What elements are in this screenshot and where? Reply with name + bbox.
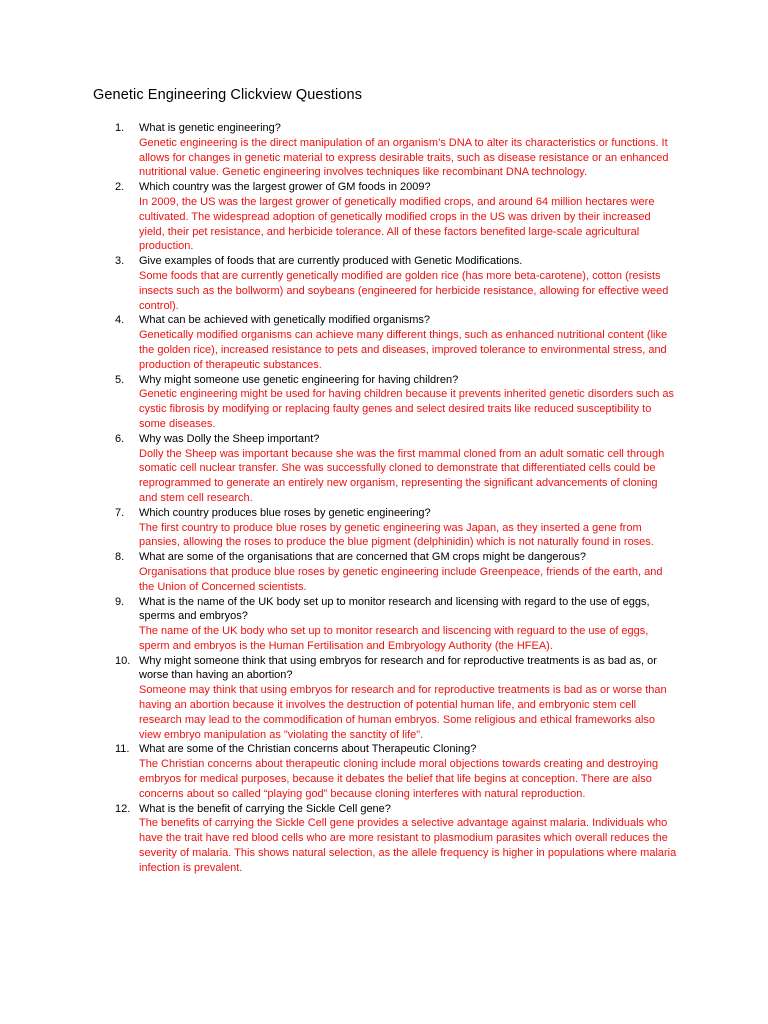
- question-item: [115, 432, 677, 506]
- question-text: Give examples of foods that are currently produced with Genetic Modifications.: [139, 255, 523, 268]
- question-text: What can be achieved with genetically modified organisms?: [139, 314, 431, 327]
- answer-text: Organisations that produce blue roses by genetic engineering include Greenpeace, friends of the earth, and the Union of Concerned scientists.: [139, 565, 663, 593]
- question-number: 2.: [115, 181, 125, 194]
- question-number: 1.: [115, 122, 125, 134]
- question-number: 12.: [115, 802, 131, 815]
- question-item: [115, 313, 677, 372]
- question-item: [115, 506, 677, 550]
- question-text: Which country produces blue roses by genetic engineering?: [139, 506, 431, 519]
- question-text: What is the name of the UK body set up to monitor research and licensing with regard to the use of eggs, sperms and embryos?: [139, 595, 650, 623]
- question-number: 7.: [115, 506, 125, 519]
- question-text: What are some of the organisations that are concerned that GM crops might be dangerous?: [139, 551, 586, 564]
- question-item: [115, 550, 677, 594]
- question-number: 3.: [115, 255, 125, 268]
- question-list: [115, 121, 677, 876]
- answer-text: The first country to produce blue roses by genetic engineering was Japan, as they inserted a gene from pansies, allowing the roses to produce the blue pigment (delphinidin) which is not naturally found in roses.: [139, 521, 654, 549]
- question-item: [115, 180, 677, 254]
- question-item: [115, 595, 677, 654]
- answer-text: The Christian concerns about therapeutic cloning include moral objections towards creating and destroying embryos for medical purposes, because it debates the belief that life begins at conception. There are also concerns about so called “playing god” because cloning interferes with natural reproduction.: [139, 758, 659, 800]
- question-item: [115, 742, 677, 801]
- question-item: [115, 373, 677, 432]
- answer-text: Some foods that are currently genetically modified are golden rice (has more beta-carotene), cotton (resists insects such as the bollworm) and soybeans (engineered for herbicide resistance, allowing for effective weed control).: [139, 269, 669, 312]
- question-text: Why might someone think that using embryos for research and for reproductive treatments is as bad as, or worse than having an abortion?: [139, 654, 657, 682]
- question-text: Which country was the largest grower of GM foods in 2009?: [139, 181, 431, 194]
- question-item: [115, 802, 677, 876]
- question-number: 6.: [115, 432, 125, 445]
- question-text: Why might someone use genetic engineering for having children?: [139, 373, 459, 386]
- answer-text: Genetic engineering is the direct manipulation of an organism’s DNA to alter its characteristics or functions. It allows for changes in genetic material to express desirable traits, such as disease resistance or an enhanced nutritional value. Genetic engineering involves techniques like recombinant DNA technology.: [139, 136, 669, 179]
- question-item: [115, 654, 677, 743]
- document-title: Genetic Engineering Clickview Questions: [93, 87, 363, 103]
- question-number: 10.: [115, 654, 131, 667]
- question-text: Why was Dolly the Sheep important?: [139, 432, 320, 445]
- answer-text: In 2009, the US was the largest grower of genetically modified crops, and around 64 million hectares were cultivated. The widespread adoption of genetically modified crops in the US was driven by their increased yield, their pet resistance, and herbicide tolerance. All of these factors benefited large-scale agricultural production.: [139, 195, 655, 253]
- answer-text: The name of the UK body who set up to monitor research and liscencing with reguard to the use of eggs, sperm and embryos is the Human Fertilisation and Embryology Authority (the HFEA).: [139, 625, 649, 652]
- answer-text: Someone may think that using embryos for research and for reproductive treatments is bad as or worse than having an abortion because it involves the destruction of potential human life, and embryonic stem cell research may lead to the commodification of human embryos. Some religious and ethical frameworks also view embryo manipulation as "violating the sanctity of life".: [139, 684, 667, 741]
- question-item: [115, 121, 677, 180]
- question-number: 8.: [115, 551, 125, 564]
- question-text: What is the benefit of carrying the Sickle Cell gene?: [139, 802, 391, 815]
- answer-text: Dolly the Sheep was important because she was the first mammal cloned from an adult somatic cell through somatic cell nuclear transfer. She was successfully cloned to demonstrate that differentiated cells could be reprogrammed to generate an entirely new organism, representing the significant advancements of cloning and stem cell research.: [139, 447, 665, 504]
- question-number: 5.: [115, 373, 125, 386]
- question-text: What is genetic engineering?: [139, 122, 281, 134]
- question-text: What are some of the Christian concerns about Therapeutic Cloning?: [139, 743, 477, 756]
- answer-text: Genetically modified organisms can achieve many different things, such as enhanced nutritional content (like the golden rice), increased resistance to pets and diseases, improved tolerance to environmental stress, and production of therapeutic substances.: [139, 329, 668, 371]
- question-item: [115, 254, 677, 313]
- answer-text: The benefits of carrying the Sickle Cell gene provides a selective advantage against malaria. Individuals who have the trait have red blood cells who are more resistant to plasmodium parasites which overall reduces the severity of malaria. This shows natural selection, as the allele frequency is higher in populations where malaria infection is prevalent.: [139, 817, 677, 874]
- question-number: 11.: [115, 743, 130, 756]
- answer-text: Genetic engineering might be used for having children because it prevents inherited genetic disorders such as cystic fibrosis by modifying or replacing faulty genes and select desired traits like reduced susceptibility to some diseases.: [139, 388, 675, 430]
- question-number: 9.: [115, 595, 125, 608]
- question-number: 4.: [115, 314, 125, 327]
